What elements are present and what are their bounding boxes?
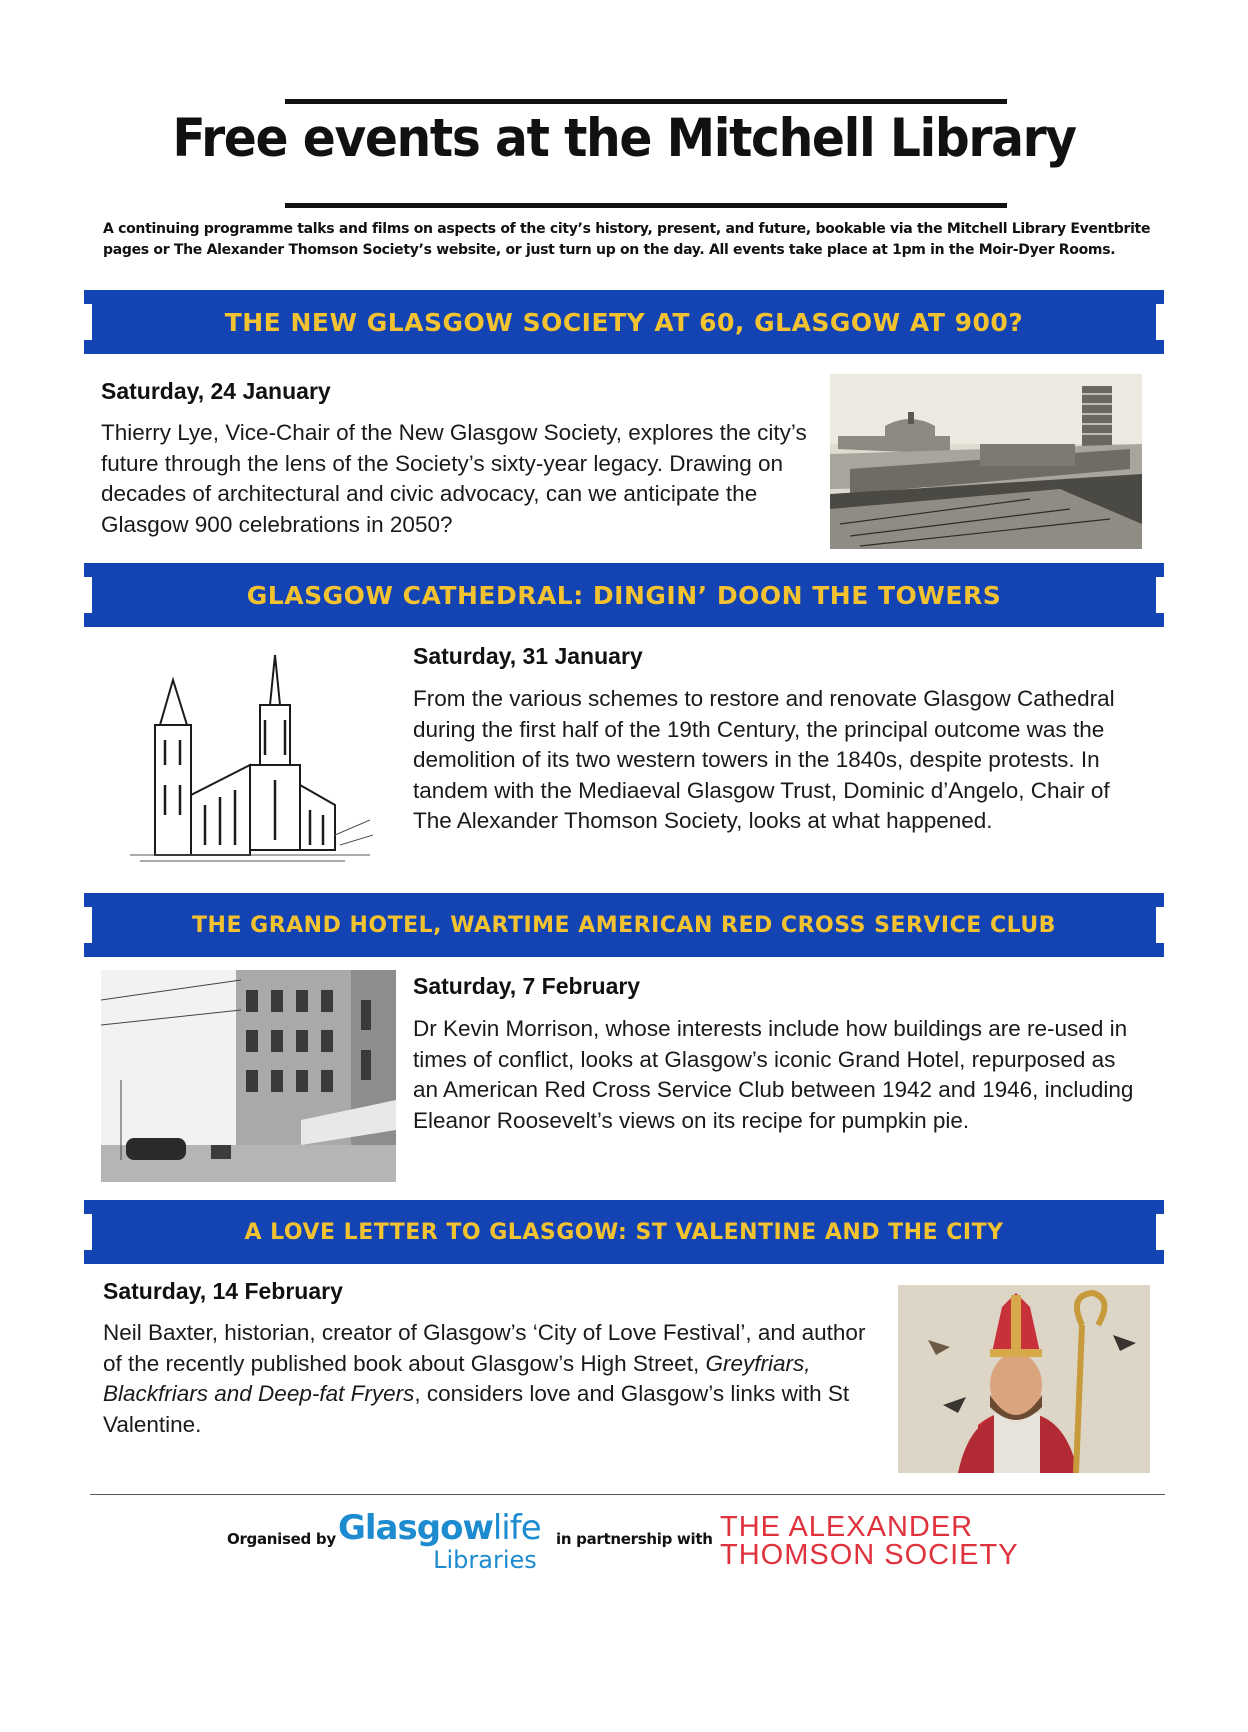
event-title: THE NEW GLASGOW SOCIETY AT 60, GLASGOW AT 900?	[224, 307, 1024, 337]
event-date: Saturday, 31 January	[413, 643, 643, 669]
event-banner-1	[84, 290, 1164, 354]
organised-by-label: Organised by	[227, 1530, 336, 1548]
event-banner-4	[84, 1200, 1164, 1264]
event-description: From the various schemes to restore and renovate Glasgow Cathedral during the first half of the 19th Century, the principal outcome was the demolition of its two western towers in the 1840s, despite protests. In tandem with the Mediaeval Glasgow Trust, Dominic d’Angelo, Chair of The Alexander Thomson Society, looks at what happened.	[413, 686, 1115, 833]
libraries-label: Libraries	[433, 1546, 537, 1574]
event-title: GLASGOW CATHEDRAL: DINGIN’ DOON THE TOWERS	[246, 580, 1002, 610]
grand-hotel-street-photo	[101, 970, 396, 1182]
page-title: Free events at the Mitchell Library	[172, 108, 1076, 169]
event-banner-2	[84, 563, 1164, 627]
glasgow-life-libraries-logo	[338, 1508, 548, 1574]
event-date: Saturday, 24 January	[101, 378, 331, 404]
event-banner-3	[84, 893, 1164, 957]
city-redevelopment-photo	[830, 374, 1142, 549]
society-name-line-1: THE ALEXANDER	[720, 1511, 974, 1543]
event-date: Saturday, 14 February	[103, 1278, 343, 1304]
society-name-line-2: THOMSON SOCIETY	[720, 1539, 1019, 1571]
event-title: A LOVE LETTER TO GLASGOW: ST VALENTINE AND THE CITY	[244, 1219, 1004, 1245]
cathedral-engraving	[125, 645, 375, 875]
bottom-rule	[285, 203, 1007, 208]
glasgow-life-wordmark: Glasgowlife	[338, 1508, 541, 1548]
description-text: , considers love and Glasgow’s links with St Valentine.	[103, 1381, 850, 1437]
top-rule	[285, 99, 1007, 104]
event-description	[103, 1318, 873, 1440]
event-description: Dr Kevin Morrison, whose interests include how buildings are re-used in times of conflict, looks at Glasgow’s iconic Grand Hotel, repurposed as an American Red Cross Service Club between 1942 and 1946, including Eleanor Roosevelt’s views on its recipe for pumpkin pie.	[413, 1016, 1134, 1133]
event-title: THE GRAND HOTEL, WARTIME AMERICAN RED CROSS SERVICE CLUB	[192, 912, 1056, 938]
event-description: Thierry Lye, Vice-Chair of the New Glasgow Society, explores the city’s future through the lens of the Society’s sixty-year legacy. Drawing on decades of architectural and civic advocacy, can we anticipate the Glasgow 900 celebrations in 2050?	[101, 420, 807, 537]
intro-text: A continuing programme talks and films on aspects of the city’s history, present, and future, bookable via the Mitchell Library Eventbrite pages or The Alexander Thomson Society’s website, or just turn up on the day. All events take place at 1pm in the Moir-Dyer Rooms.	[103, 221, 1151, 258]
event-date: Saturday, 7 February	[413, 973, 641, 999]
st-valentine-painting	[898, 1285, 1150, 1473]
footer-divider	[90, 1494, 1165, 1495]
book-title: Greyfriars, Blackfriars and Deep-fat Fryers	[103, 1350, 811, 1406]
partnership-label: in partnership with	[556, 1530, 713, 1548]
alexander-thomson-society-logo	[720, 1513, 1019, 1569]
description-text: Neil Baxter, historian, creator of Glasgow’s ‘City of Love Festival’, and author of the recently published book about Glasgow’s High Street,	[103, 1320, 866, 1376]
